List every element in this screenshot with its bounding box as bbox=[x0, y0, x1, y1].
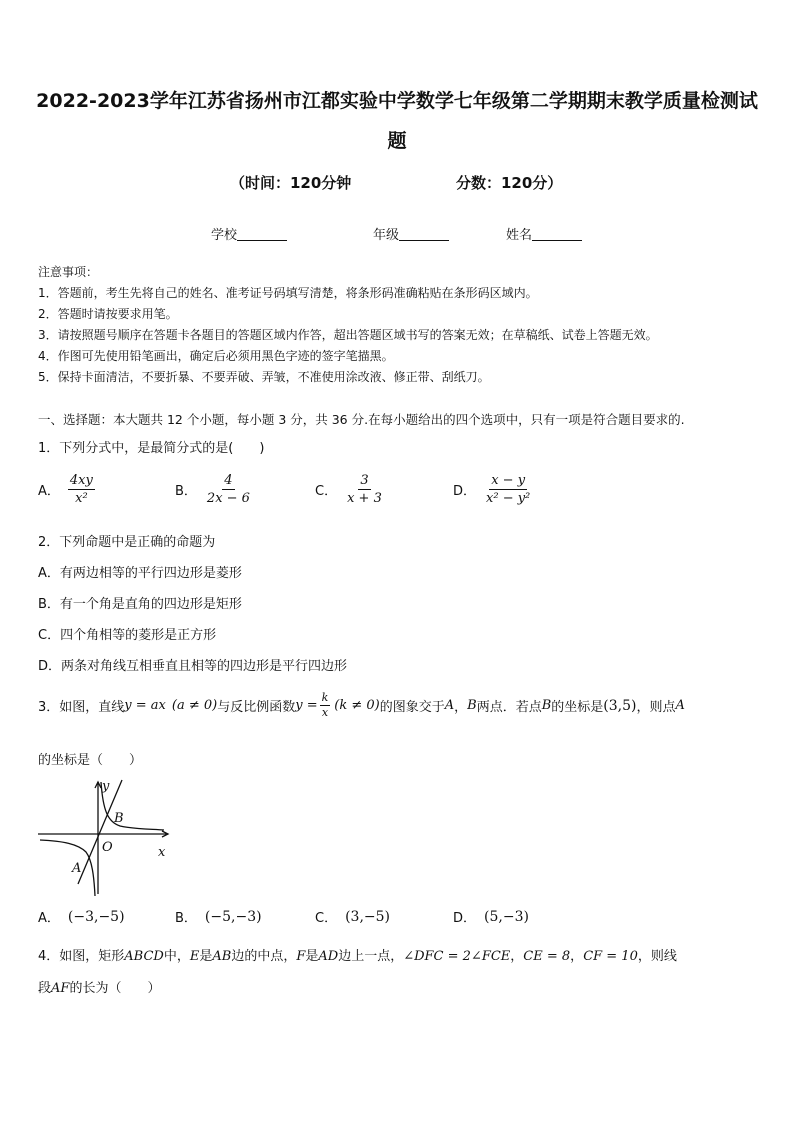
math: CE = 8 bbox=[523, 949, 571, 964]
name-field bbox=[506, 224, 582, 243]
text: ， bbox=[510, 949, 524, 964]
q4-stem-line2 bbox=[38, 977, 768, 996]
numerator: 4xy bbox=[69, 473, 93, 488]
q4-stem bbox=[38, 945, 768, 964]
q2-option-b: B．有一个角是直角的四边形是矩形 bbox=[38, 597, 242, 612]
text: 边上一点， bbox=[338, 949, 404, 964]
point-label: A bbox=[675, 698, 685, 713]
school-field bbox=[211, 224, 287, 243]
line-y-ax bbox=[78, 780, 122, 884]
condition: (a ≠ 0) bbox=[171, 698, 218, 713]
notes-item: 3．请按照题号顺序在答题卡各题目的答题区域内作答，超出答题区域书写的答案无效；在草稿纸、试卷上答题无效。 bbox=[38, 328, 658, 342]
equation: y = ax bbox=[124, 698, 166, 713]
point-a-label: A bbox=[72, 861, 82, 876]
notes-section bbox=[38, 262, 768, 388]
fraction bbox=[205, 473, 252, 506]
math: AB bbox=[212, 949, 232, 964]
x-axis-label: x bbox=[158, 845, 166, 860]
q3-option-d bbox=[453, 907, 529, 926]
grade-label: 年级 bbox=[373, 228, 400, 243]
math: ABCD bbox=[124, 949, 164, 964]
point-label: A bbox=[444, 698, 455, 713]
name-blank bbox=[532, 227, 582, 241]
school-blank bbox=[237, 227, 287, 241]
q3-stem-line2: 的坐标是（ ） bbox=[38, 753, 143, 768]
page-title-line2: 题 bbox=[387, 130, 407, 152]
section-heading: 一、选择题：本大题共 12 个小题，每小题 3 分，共 36 分.在每小题给出的四个选项中，只有一项是符合题目要求的. bbox=[38, 412, 685, 427]
school-label: 学校 bbox=[211, 228, 238, 243]
y-axis-label: y bbox=[102, 779, 110, 794]
q3-figure bbox=[38, 776, 178, 900]
text: 的图象交于 bbox=[379, 700, 445, 715]
text: 的长为（ ） bbox=[69, 981, 161, 996]
text: ，则点 bbox=[636, 700, 676, 715]
math: AF bbox=[51, 981, 70, 996]
q3-option-b bbox=[175, 907, 262, 926]
text: 中， bbox=[163, 949, 190, 964]
text: 与反比例函数 bbox=[217, 700, 296, 715]
option-label: B． bbox=[175, 484, 197, 499]
notes-item: 4．作图可先使用铅笔画出，确定后必须用黑色字迹的签字笔描黑。 bbox=[38, 349, 394, 363]
score-info: 分数：120分） bbox=[456, 174, 563, 192]
q3-stem bbox=[38, 692, 768, 719]
q1-option-a bbox=[38, 473, 95, 506]
numerator: k bbox=[321, 691, 329, 704]
q3-option-c bbox=[315, 907, 390, 926]
option-label: C． bbox=[315, 911, 338, 926]
origin-label: O bbox=[102, 840, 113, 855]
fraction bbox=[484, 473, 532, 506]
grade-field bbox=[373, 224, 449, 243]
option-label: D． bbox=[453, 911, 477, 926]
equation: y = bbox=[295, 698, 318, 713]
numerator: 3 bbox=[360, 473, 369, 488]
text: 是 bbox=[305, 949, 319, 964]
q2-stem: 2．下列命题中是正确的命题为 bbox=[38, 535, 216, 550]
text: ， bbox=[454, 700, 468, 715]
point-label: B bbox=[467, 698, 477, 713]
coordinate: (3,5) bbox=[603, 697, 637, 714]
text: 是 bbox=[199, 949, 213, 964]
denominator: 2x − 6 bbox=[206, 491, 250, 506]
q2-option-d: D．两条对角线互相垂直且相等的四边形是平行四边形 bbox=[38, 659, 348, 674]
q3-option-a bbox=[38, 907, 125, 926]
option-label: B． bbox=[175, 911, 197, 926]
text: 的坐标是 bbox=[551, 700, 604, 715]
point-b-label: B bbox=[114, 811, 124, 826]
option-label: A． bbox=[38, 911, 60, 926]
grade-blank bbox=[399, 227, 449, 241]
hyperbola-branch-2 bbox=[40, 840, 95, 896]
math: ∠DFC = 2∠FCE bbox=[403, 949, 511, 964]
text: 两点．若点 bbox=[476, 700, 542, 715]
q2-option-c: C．四个角相等的菱形是正方形 bbox=[38, 628, 217, 643]
condition: (k ≠ 0) bbox=[334, 698, 380, 713]
denominator: x² − y² bbox=[486, 491, 531, 506]
text: 边的中点， bbox=[231, 949, 297, 964]
option-label: A． bbox=[38, 484, 60, 499]
q2-option-a: A．有两边相等的平行四边形是菱形 bbox=[38, 566, 242, 581]
name-label: 姓名 bbox=[506, 228, 533, 243]
fraction bbox=[345, 473, 384, 506]
numerator: x − y bbox=[491, 473, 526, 488]
option-label: D． bbox=[453, 484, 477, 499]
numerator: 4 bbox=[224, 473, 233, 488]
notes-item: 5．保持卡面清洁，不要折暴、不要弄破、弄皱，不准使用涂改液、修正带、刮纸刀。 bbox=[38, 370, 490, 384]
denominator: x² bbox=[75, 491, 88, 506]
text: 3．如图，直线 bbox=[38, 700, 125, 715]
text: 段 bbox=[38, 981, 52, 996]
math: CF = 10 bbox=[583, 949, 638, 964]
notes-heading: 注意事项： bbox=[38, 265, 99, 279]
page-title: 2022-2023学年江苏省扬州市江都实验中学数学七年级第二学期期末教学质量检测试 bbox=[36, 90, 758, 112]
notes-item: 2．答题时请按要求用笔。 bbox=[38, 307, 178, 321]
option-value: (5,−3) bbox=[484, 908, 529, 925]
text: 4．如图，矩形 bbox=[38, 949, 125, 964]
time-info: （时间：120分钟 bbox=[230, 174, 352, 192]
option-value: (−5,−3) bbox=[204, 908, 262, 925]
denominator: x + 3 bbox=[347, 491, 382, 506]
text: ，则线 bbox=[637, 949, 677, 964]
option-label: C． bbox=[315, 484, 338, 499]
q1-option-c bbox=[315, 473, 384, 506]
point-label: B bbox=[541, 698, 552, 713]
fraction bbox=[320, 692, 331, 719]
option-value: (3,−5) bbox=[345, 908, 390, 925]
denominator: x bbox=[321, 706, 329, 719]
fraction bbox=[68, 473, 95, 506]
q1-option-b bbox=[175, 473, 252, 506]
math: E bbox=[189, 949, 200, 964]
option-value: (−3,−5) bbox=[67, 908, 125, 925]
math: AD bbox=[318, 949, 339, 964]
q1-option-d bbox=[453, 473, 532, 506]
math: F bbox=[296, 949, 306, 964]
text: ， bbox=[570, 949, 584, 964]
q1-stem: 1．下列分式中，是最简分式的是( ) bbox=[38, 441, 265, 456]
notes-item: 1．答题前，考生先将自己的姓名、准考证号码填写清楚，将条形码准确粘贴在条形码区域内。 bbox=[38, 286, 538, 300]
